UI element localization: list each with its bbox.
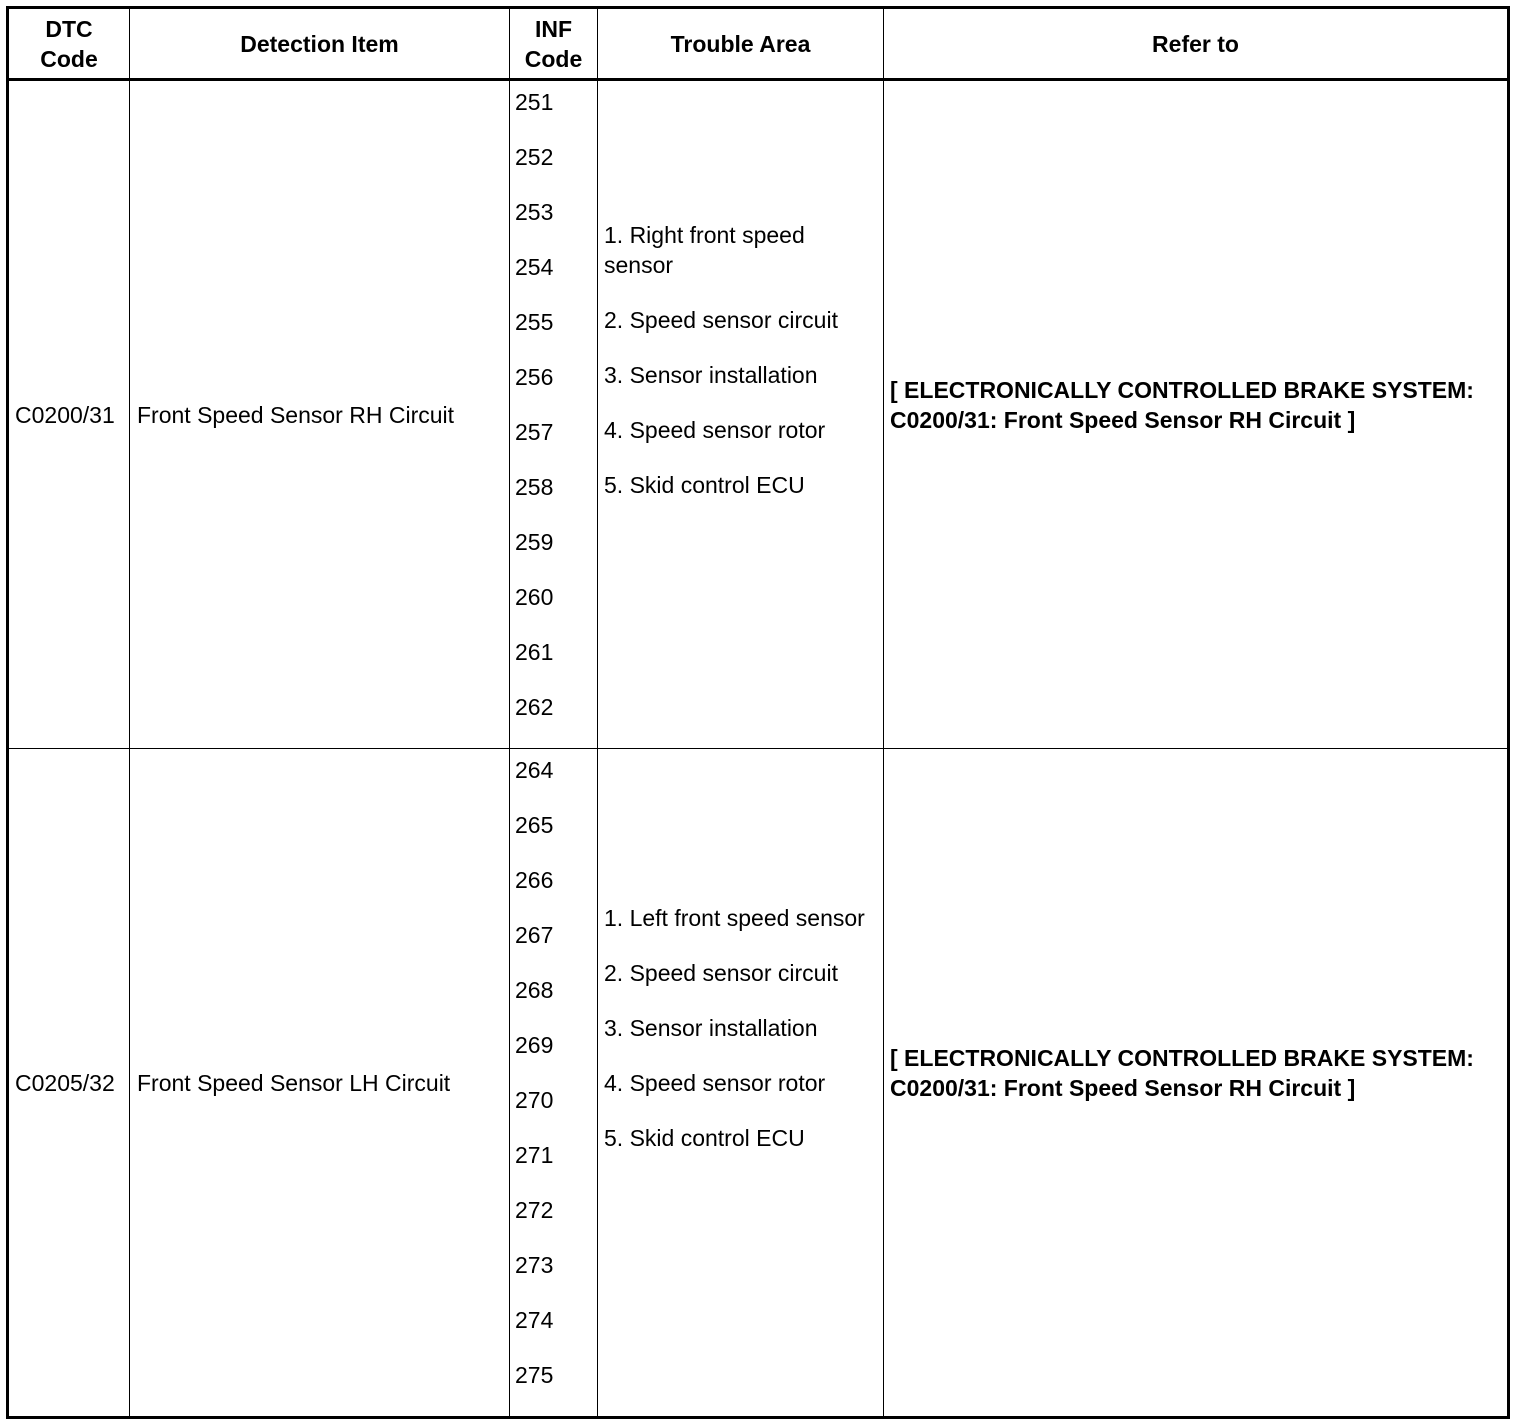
inf-code: 270	[515, 1087, 554, 1113]
inf-code: 256	[515, 364, 554, 390]
inf-code: 272	[515, 1197, 554, 1223]
inf-code: 268	[515, 977, 554, 1003]
refer-to-link[interactable]: [ ELECTRONICALLY CONTROLLED BRAKE SYSTEM: C0200/31: Front Speed Sensor RH Circuit ]	[890, 1044, 1474, 1101]
trouble-area-item: 1. Right front speed sensor	[604, 221, 805, 278]
header-dtc-code-line1: DTC	[45, 15, 93, 42]
header-dtc-code-line2: Code	[40, 45, 98, 72]
inf-code-cell	[510, 749, 598, 1418]
inf-code: 251	[515, 89, 554, 115]
detection-item-cell: Front Speed Sensor LH Circuit	[130, 749, 510, 1418]
trouble-area-item: 5. Skid control ECU	[604, 1124, 805, 1151]
dtc-code-cell: C0205/32	[8, 749, 130, 1418]
inf-code: 259	[515, 529, 554, 555]
inf-code: 265	[515, 812, 554, 838]
header-inf-code-line1: INF	[534, 15, 573, 42]
inf-code: 269	[515, 1032, 554, 1058]
trouble-area-item: 3. Sensor installation	[604, 361, 818, 388]
inf-code-cell	[510, 80, 598, 749]
inf-code: 274	[515, 1307, 554, 1333]
detection-item-cell: Front Speed Sensor RH Circuit	[130, 80, 510, 749]
header-refer-to: Refer to	[884, 8, 1509, 80]
inf-code-list	[515, 81, 597, 748]
refer-to-cell	[884, 80, 1509, 749]
header-row	[8, 8, 1509, 80]
inf-code: 261	[515, 639, 554, 665]
trouble-area-item: 2. Speed sensor circuit	[604, 306, 838, 333]
trouble-area-item: 1. Left front speed sensor	[604, 904, 865, 931]
inf-code: 255	[515, 309, 554, 335]
refer-to-cell	[884, 749, 1509, 1418]
table-row	[8, 80, 1509, 749]
trouble-area-item: 3. Sensor installation	[604, 1014, 818, 1041]
trouble-area-cell	[598, 80, 884, 749]
header-detection-item: Detection Item	[130, 8, 510, 80]
trouble-area-item: 5. Skid control ECU	[604, 471, 805, 498]
header-trouble-area: Trouble Area	[598, 8, 884, 80]
dtc-table	[6, 6, 1510, 1419]
inf-code: 258	[515, 474, 554, 500]
table-row	[8, 749, 1509, 1418]
table-body	[8, 80, 1509, 1418]
trouble-area-item: 4. Speed sensor rotor	[604, 416, 826, 443]
trouble-area-item: 2. Speed sensor circuit	[604, 959, 838, 986]
trouble-area-list	[604, 903, 873, 1263]
inf-code: 267	[515, 922, 554, 948]
header-inf-code	[510, 8, 598, 80]
header-inf-code-line2: Code	[524, 45, 583, 72]
inf-code: 273	[515, 1252, 554, 1278]
trouble-area-list	[604, 220, 873, 610]
inf-code: 257	[515, 419, 554, 445]
inf-code-list	[515, 749, 597, 1416]
inf-code: 264	[515, 757, 554, 783]
inf-code: 253	[515, 199, 554, 225]
inf-code: 254	[515, 254, 554, 280]
trouble-area-item: 4. Speed sensor rotor	[604, 1069, 826, 1096]
inf-code: 266	[515, 867, 554, 893]
inf-code: 260	[515, 584, 554, 610]
header-dtc-code	[8, 8, 130, 80]
inf-code: 271	[515, 1142, 554, 1168]
refer-to-link[interactable]: [ ELECTRONICALLY CONTROLLED BRAKE SYSTEM: C0200/31: Front Speed Sensor RH Circuit ]	[890, 376, 1474, 433]
inf-code: 275	[515, 1362, 554, 1388]
dtc-code-cell: C0200/31	[8, 80, 130, 749]
inf-code: 262	[515, 694, 554, 720]
inf-code: 252	[515, 144, 554, 170]
trouble-area-cell	[598, 749, 884, 1418]
